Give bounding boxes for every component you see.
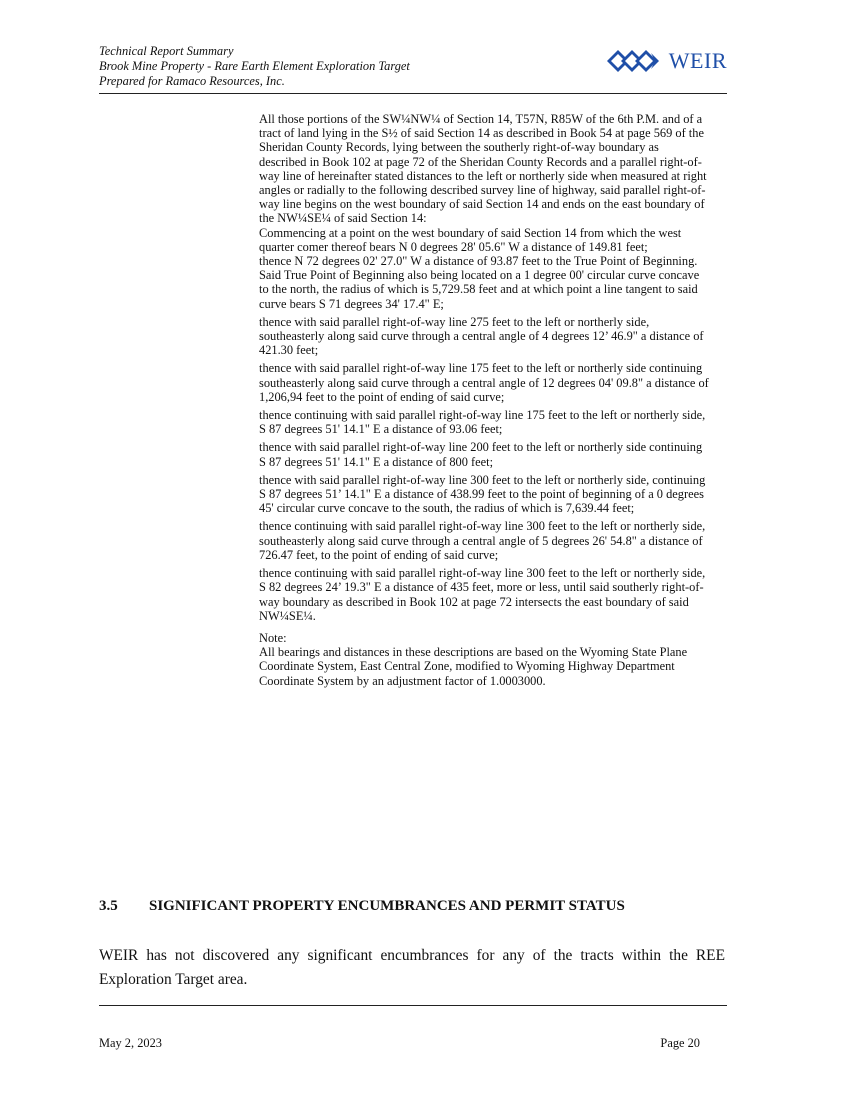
legal-paragraph: thence continuing with said parallel right-of-way line 175 feet to the left or northerly side, S 87 degrees 51' 14.1" E a distance of 93.06 feet; bbox=[259, 408, 706, 437]
section-heading bbox=[99, 898, 625, 915]
header-prepared-for: Prepared for Ramaco Resources, Inc. bbox=[99, 74, 285, 88]
section-body: WEIR has not discovered any significant encumbrances for any of the tracts within the REE Exploration Target area. bbox=[99, 947, 725, 988]
legal-paragraph: thence with said parallel right-of-way line 175 feet to the left or northerly side continuing southeasterly along said curve through a central angle of 12 degrees 04' 09.8" a distance of 1,206,94 feet to the point of ending of said curve; bbox=[259, 361, 709, 404]
note-label: Note: bbox=[259, 630, 287, 645]
legal-paragraph: All those portions of the SW¼NW¼ of Section 14, T57N, R85W of the 6th P.M. and of a tract of land lying in the S½ of said Section 14 as described in Book 54 at page 569 of the Sheridan County Records, lying between the southerly right-of-way boundary as described in Book 102 at page 72 of the Sheridan County Records and a parallel right-of-way line of hereinafter stated distances to the left or northerly side when measured at right angles or radially to the following described survey line of highway, said parallel right-of-way line begins on the west boundary of said Section 14 and ends on the east boundary of the NW¼SE¼ of said Section 14: bbox=[259, 112, 707, 226]
legal-paragraph: thence with said parallel right-of-way line 275 feet to the left or northerly side, southeasterly along said curve through a central angle of 4 degrees 12’ 46.9" a distance of 421.30 feet; bbox=[259, 314, 704, 358]
logo-text: WEIR bbox=[668, 48, 727, 73]
legal-description bbox=[259, 112, 709, 688]
weir-logo bbox=[607, 48, 727, 74]
note-text: All bearings and distances in these descriptions are based on the Wyoming State Plane Coordinate System, East Central Zone, modified to Wyoming Highway Department Coordinate System by an adjustment factor of 1.0003000. bbox=[259, 645, 688, 688]
header-project-title: Brook Mine Property - Rare Earth Element Exploration Target bbox=[99, 59, 410, 73]
legal-paragraph: thence with said parallel right-of-way line 300 feet to the left or northerly side, continuing S 87 degrees 51’ 14.1" E a distance of 438.99 feet to the point of beginning of a 0 degrees 45' circular curve concave to the south, the radius of which is 7,639.44 feet; bbox=[259, 472, 706, 516]
legal-paragraph: thence continuing with said parallel right-of-way line 300 feet to the left or northerly side, S 82 degrees 24’ 19.3" E a distance of 435 feet, more or less, until said southerly right-of-way boundary as described in Book 102 at page 72 intersects the east boundary of said NW¼SE¼. bbox=[259, 566, 706, 623]
footer-divider bbox=[99, 1005, 727, 1006]
legal-paragraph: thence N 72 degrees 02' 27.0" W a distance of 93.87 feet to the True Point of Beginning. Said True Point of Beginning also being located on a 1 degree 00' circular curve concave to the north, the radius of which is 5,729.58 feet and at which point a line tangent to said curve bears S 71 degrees 34' 17.4" E; bbox=[259, 254, 700, 311]
section-title: SIGNIFICANT PROPERTY ENCUMBRANCES AND PERMIT STATUS bbox=[149, 898, 625, 914]
legal-paragraph: thence with said parallel right-of-way line 200 feet to the left or northerly side continuing S 87 degrees 51' 14.1" E a distance of 800 feet; bbox=[259, 440, 703, 469]
legal-paragraph: Commencing at a point on the west boundary of said Section 14 from which the west quarter comer thereof bears N 0 degrees 28' 05.6" W a distance of 149.81 feet; bbox=[259, 225, 682, 254]
header-text bbox=[99, 44, 410, 89]
footer-date: May 2, 2023 bbox=[99, 1036, 162, 1050]
page-header bbox=[99, 44, 727, 94]
weir-chevrons-icon bbox=[607, 50, 667, 72]
legal-paragraph: thence continuing with said parallel right-of-way line 300 feet to the left or northerly side, southeasterly along said curve through a central angle of 5 degrees 26' 54.8" a distance of 726.47 feet, to the point of ending of said curve; bbox=[259, 519, 706, 562]
page-number: Page 20 bbox=[660, 1036, 700, 1050]
section-number: 3.5 bbox=[99, 898, 118, 914]
header-report-type: Technical Report Summary bbox=[99, 44, 234, 58]
